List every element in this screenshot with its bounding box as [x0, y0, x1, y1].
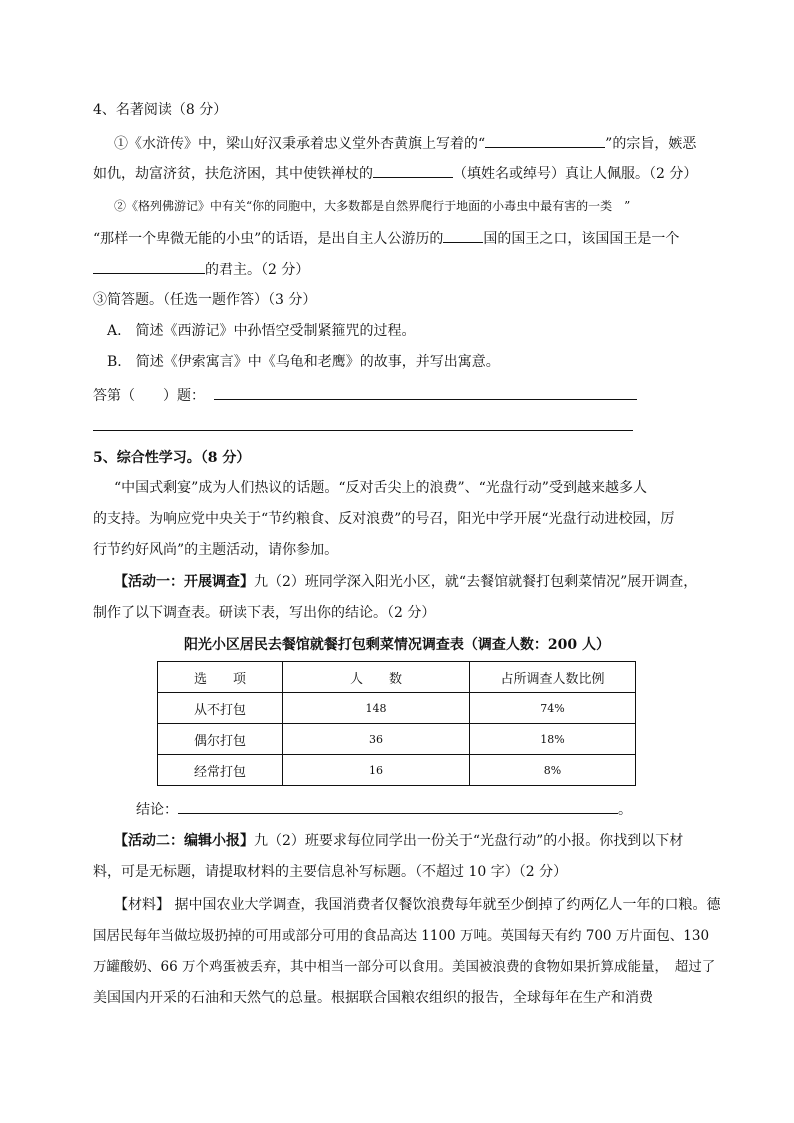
table-cell: 148: [283, 693, 470, 724]
q5-intro-line2: 的支持。为响应党中央关于“节约粮食、反对浪费”的号召，阳光中学开展“光盘行动进校园，厉: [93, 511, 675, 527]
q5-activity2-line1: [114, 831, 683, 851]
q5-activity1-line2: 制作了以下调查表。研读下表，写出你的结论。（2 分）: [93, 605, 436, 621]
conclusion-end: 。: [618, 802, 632, 818]
q4-option-a: A. 简述《西游记》中孙悟空受制紧箍咒的过程。: [107, 323, 416, 339]
q4-item1-text-a: ①《水浒传》中，梁山好汉秉承着忠义堂外杏黄旗上写着的“: [114, 136, 486, 152]
q5-title: 5、综合性学习。（8 分）: [93, 450, 251, 466]
table-cell: 74%: [470, 693, 636, 724]
q4-item2-blank-2[interactable]: [93, 259, 205, 274]
material-line2: 国居民每年当做垃圾扔掉的可用或部分可用的食品高达 1100 万吨。英国每天有约 700 万片面包、130: [93, 928, 710, 944]
conclusion-answer-line[interactable]: [178, 799, 618, 814]
q5-activity2-text: 九（2）班要求每位同学出一份关于“光盘行动”的小报。你找到以下材: [254, 833, 684, 849]
table-cell: 8%: [470, 755, 636, 786]
table-header-cell: 选 项: [158, 662, 283, 693]
conclusion-row: [136, 799, 632, 820]
table-cell: 18%: [470, 724, 636, 755]
q5-intro-line3: 行节约好风尚”的主题活动，请你参加。: [93, 542, 339, 558]
table-cell: 16: [283, 755, 470, 786]
q5-activity1-line1: [114, 572, 697, 592]
q4-item2-line2: [93, 228, 679, 249]
q4-answer-label: 答第（ ）题：: [93, 388, 205, 404]
material-line1: [114, 895, 720, 915]
q4-item3-title: ③简答题。（任选一题作答）（3 分）: [93, 292, 317, 308]
q4-answer-line-1[interactable]: [214, 399, 637, 400]
table-header-cell: 占所调查人数比例: [470, 662, 636, 693]
table-row: [158, 724, 636, 755]
q4-item2-text-d: 的君主。（2 分）: [205, 262, 310, 278]
q4-item2-line1: ②《格列佛游记》中有关“你的同胞中，大多数都是自然界爬行于地面的小毒虫中最有害的一类 ”: [114, 199, 631, 213]
q4-item2-line3: [93, 259, 309, 280]
q4-item2-text-b: “那样一个卑微无能的小虫”的话语，是出自主人公游历的: [93, 231, 444, 247]
table-cell: 36: [283, 724, 470, 755]
conclusion-label: 结论：: [136, 802, 178, 818]
q4-item1-blank-2[interactable]: [373, 163, 453, 178]
material-label: 【材料】: [114, 897, 170, 913]
table-row: [158, 693, 636, 724]
q4-item1-text-d: （填姓名或绰号）真让人佩服。（2 分）: [453, 166, 698, 182]
survey-table: [157, 661, 636, 786]
material-line4: 美国国内开采的石油和天然气的总量。根据联合国粮农组织的报告，全球每年在生产和消费: [93, 990, 653, 1006]
q5-activity2-line2: 料，可是无标题，请提取材料的主要信息补写标题。（不超过 10 字）（2 分）: [93, 864, 568, 880]
table-header-row: [158, 662, 636, 693]
q4-item1-text-c: 如仇，劫富济贫，扶危济困，其中使铁禅杖的: [93, 166, 373, 182]
q4-answer-line-2[interactable]: [93, 430, 633, 431]
q5-activity1-label: 【活动一：开展调查】: [114, 574, 254, 590]
table-cell: 从不打包: [158, 693, 283, 724]
q4-item1-line2: [93, 163, 697, 184]
q4-item1-text-b: ”的宗旨，嫉恶: [605, 136, 697, 152]
table-row: [158, 755, 636, 786]
table-header-cell: 人 数: [283, 662, 470, 693]
q5-intro-line1: “中国式剩宴”成为人们热议的话题。“反对舌尖上的浪费”、“光盘行动”受到越来越多人: [114, 480, 647, 496]
table-title: 阳光小区居民去餐馆就餐打包剩菜情况调查表（调查人数：200 人）: [183, 637, 611, 653]
material-text-1: 据中国农业大学调查，我国消费者仅餐饮浪费每年就至少倒掉了约两亿人一年的口粮。德: [174, 897, 721, 913]
q4-item2-text-c: 国的国王之口，该国国王是一个: [483, 231, 680, 247]
q4-option-b: B. 简述《伊索寓言》中《乌龟和老鹰》的故事，并写出寓意。: [107, 354, 500, 370]
q4-item1-line1: [114, 133, 696, 154]
q5-activity2-label: 【活动二：编辑小报】: [114, 833, 254, 849]
q4-title: 4、名著阅读（8 分）: [93, 102, 228, 118]
table-cell: 偶尔打包: [158, 724, 283, 755]
q4-item2-blank-1[interactable]: [443, 228, 483, 243]
material-line3: 万罐酸奶、66 万个鸡蛋被丢弃，其中相当一部分可以食用。美国被浪费的食物如果折算成能量， 超过了: [93, 959, 716, 975]
table-cell: 经常打包: [158, 755, 283, 786]
q5-activity1-text: 九（2）班同学深入阳光小区，就“去餐馆就餐打包剩菜情况”展开调查，: [254, 574, 698, 590]
q4-item1-blank-1[interactable]: [485, 133, 605, 148]
